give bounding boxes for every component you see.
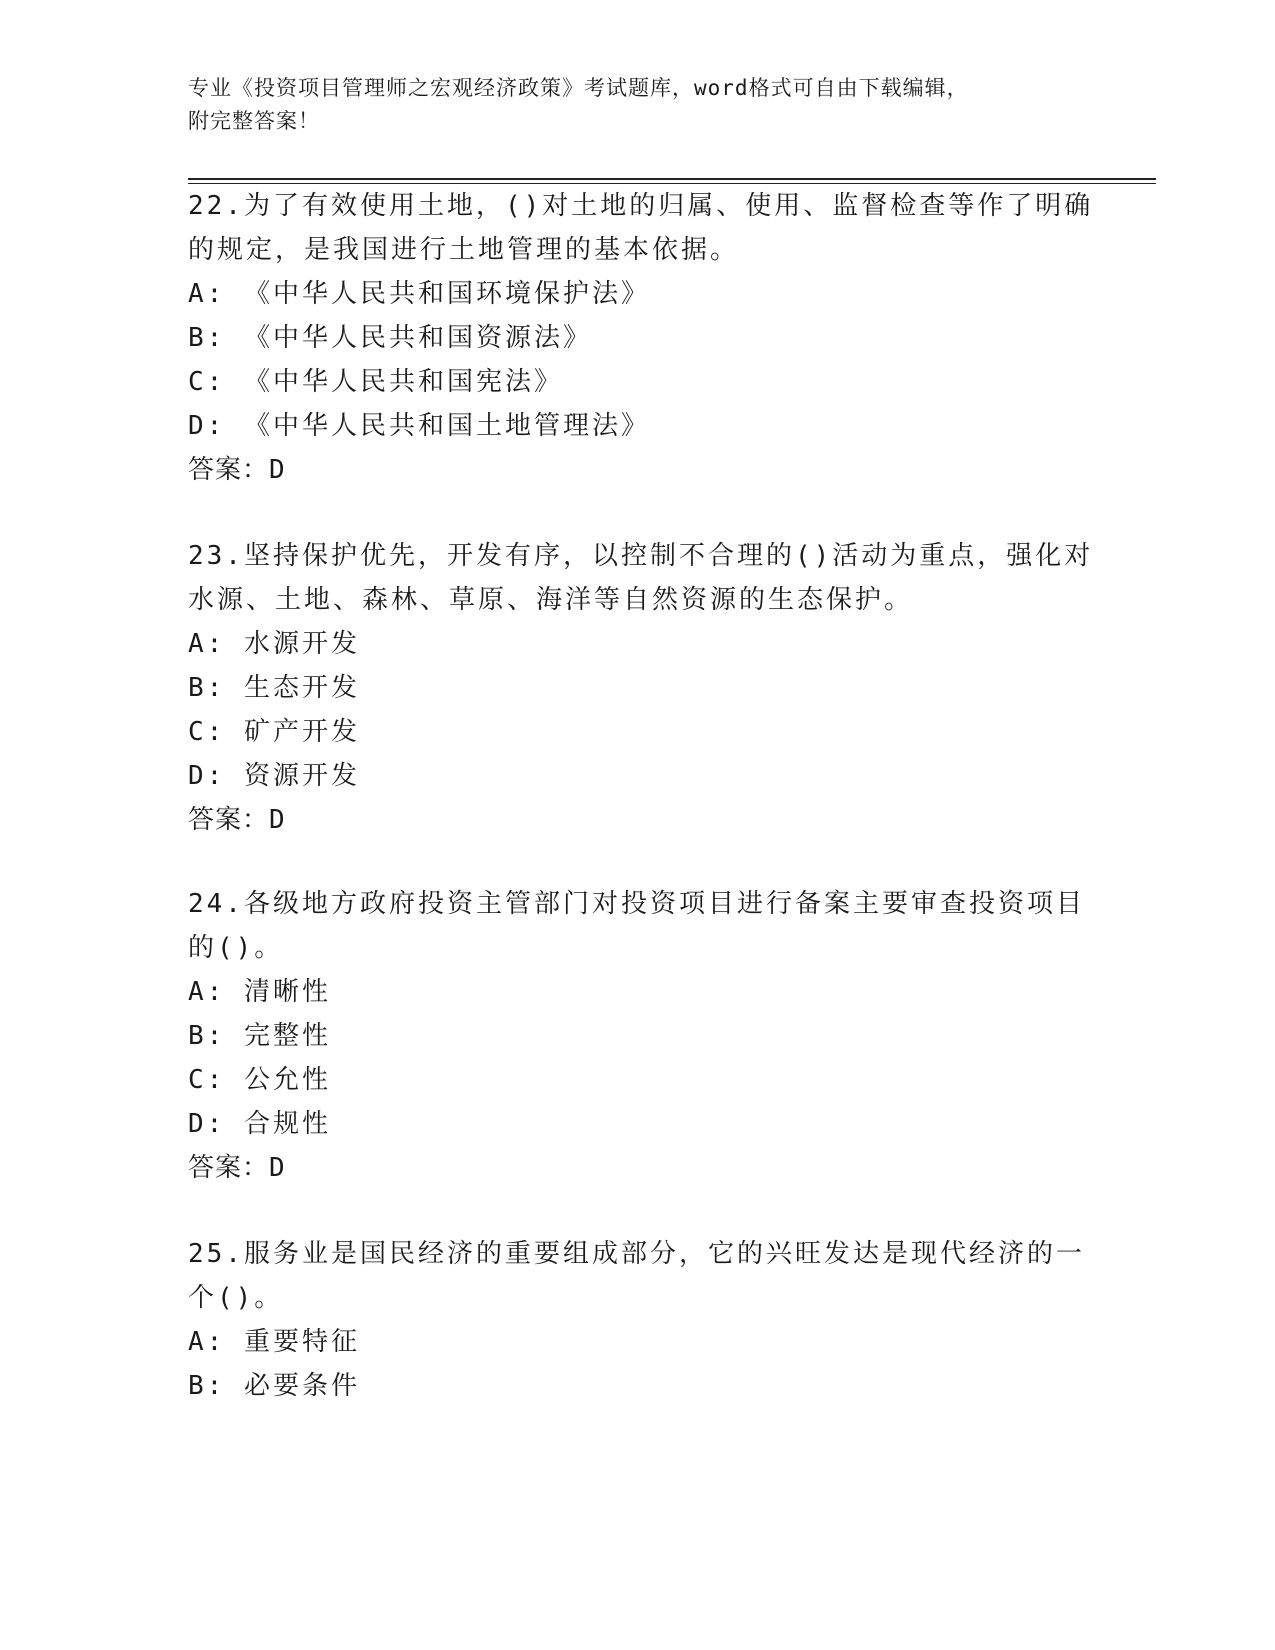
option-c: C: 《中华人民共和国宪法》 <box>188 367 563 397</box>
option-b: B: 必要条件 <box>188 1371 360 1401</box>
answer-line <box>188 802 286 838</box>
option-c: C: 矿产开发 <box>188 717 360 747</box>
question-stem-line: 个()。 <box>188 1283 284 1313</box>
option-a: A: 重要特征 <box>188 1327 360 1357</box>
header-divider-thin <box>188 183 1156 184</box>
option-a: A: 水源开发 <box>188 629 360 659</box>
question-stem-line: 25.服务业是国民经济的重要组成部分，它的兴旺发达是现代经济的一 <box>188 1239 1085 1269</box>
answer-label: 答案： <box>188 805 270 835</box>
question-stem-line: 22.为了有效使用土地，()对土地的归属、使用、监督检查等作了明确 <box>188 191 1094 221</box>
question-stem-line: 水源、土地、森林、草原、海洋等自然资源的生态保护。 <box>188 585 914 615</box>
answer-value: D <box>269 805 286 835</box>
question-stem-line: 的规定，是我国进行土地管理的基本依据。 <box>188 235 740 265</box>
document-header <box>188 72 1088 138</box>
answer-line <box>188 1150 286 1186</box>
question-stem-line: 24.各级地方政府投资主管部门对投资项目进行备案主要审查投资项目 <box>188 889 1085 919</box>
header-divider-thick <box>188 178 1156 180</box>
answer-label: 答案： <box>188 455 270 485</box>
option-b: B: 完整性 <box>188 1021 331 1051</box>
header-line-2: 附完整答案！ <box>188 109 320 133</box>
answer-value: D <box>269 455 286 485</box>
answer-label: 答案： <box>188 1153 270 1183</box>
option-c: C: 公允性 <box>188 1065 331 1095</box>
header-line-1: 专业《投资项目管理师之宏观经济政策》考试题库，word格式可自由下载编辑， <box>188 76 969 100</box>
option-a: A: 清晰性 <box>188 977 331 1007</box>
option-a: A: 《中华人民共和国环境保护法》 <box>188 279 650 309</box>
question-stem-line: 23.坚持保护优先，开发有序，以控制不合理的()活动为重点，强化对 <box>188 541 1094 571</box>
question-stem-line: 的()。 <box>188 933 284 963</box>
option-d: D: 资源开发 <box>188 761 360 791</box>
option-b: B: 生态开发 <box>188 673 360 703</box>
answer-value: D <box>269 1153 286 1183</box>
option-d: D: 《中华人民共和国土地管理法》 <box>188 411 650 441</box>
option-b: B: 《中华人民共和国资源法》 <box>188 323 592 353</box>
answer-line <box>188 452 286 488</box>
option-d: D: 合规性 <box>188 1109 331 1139</box>
